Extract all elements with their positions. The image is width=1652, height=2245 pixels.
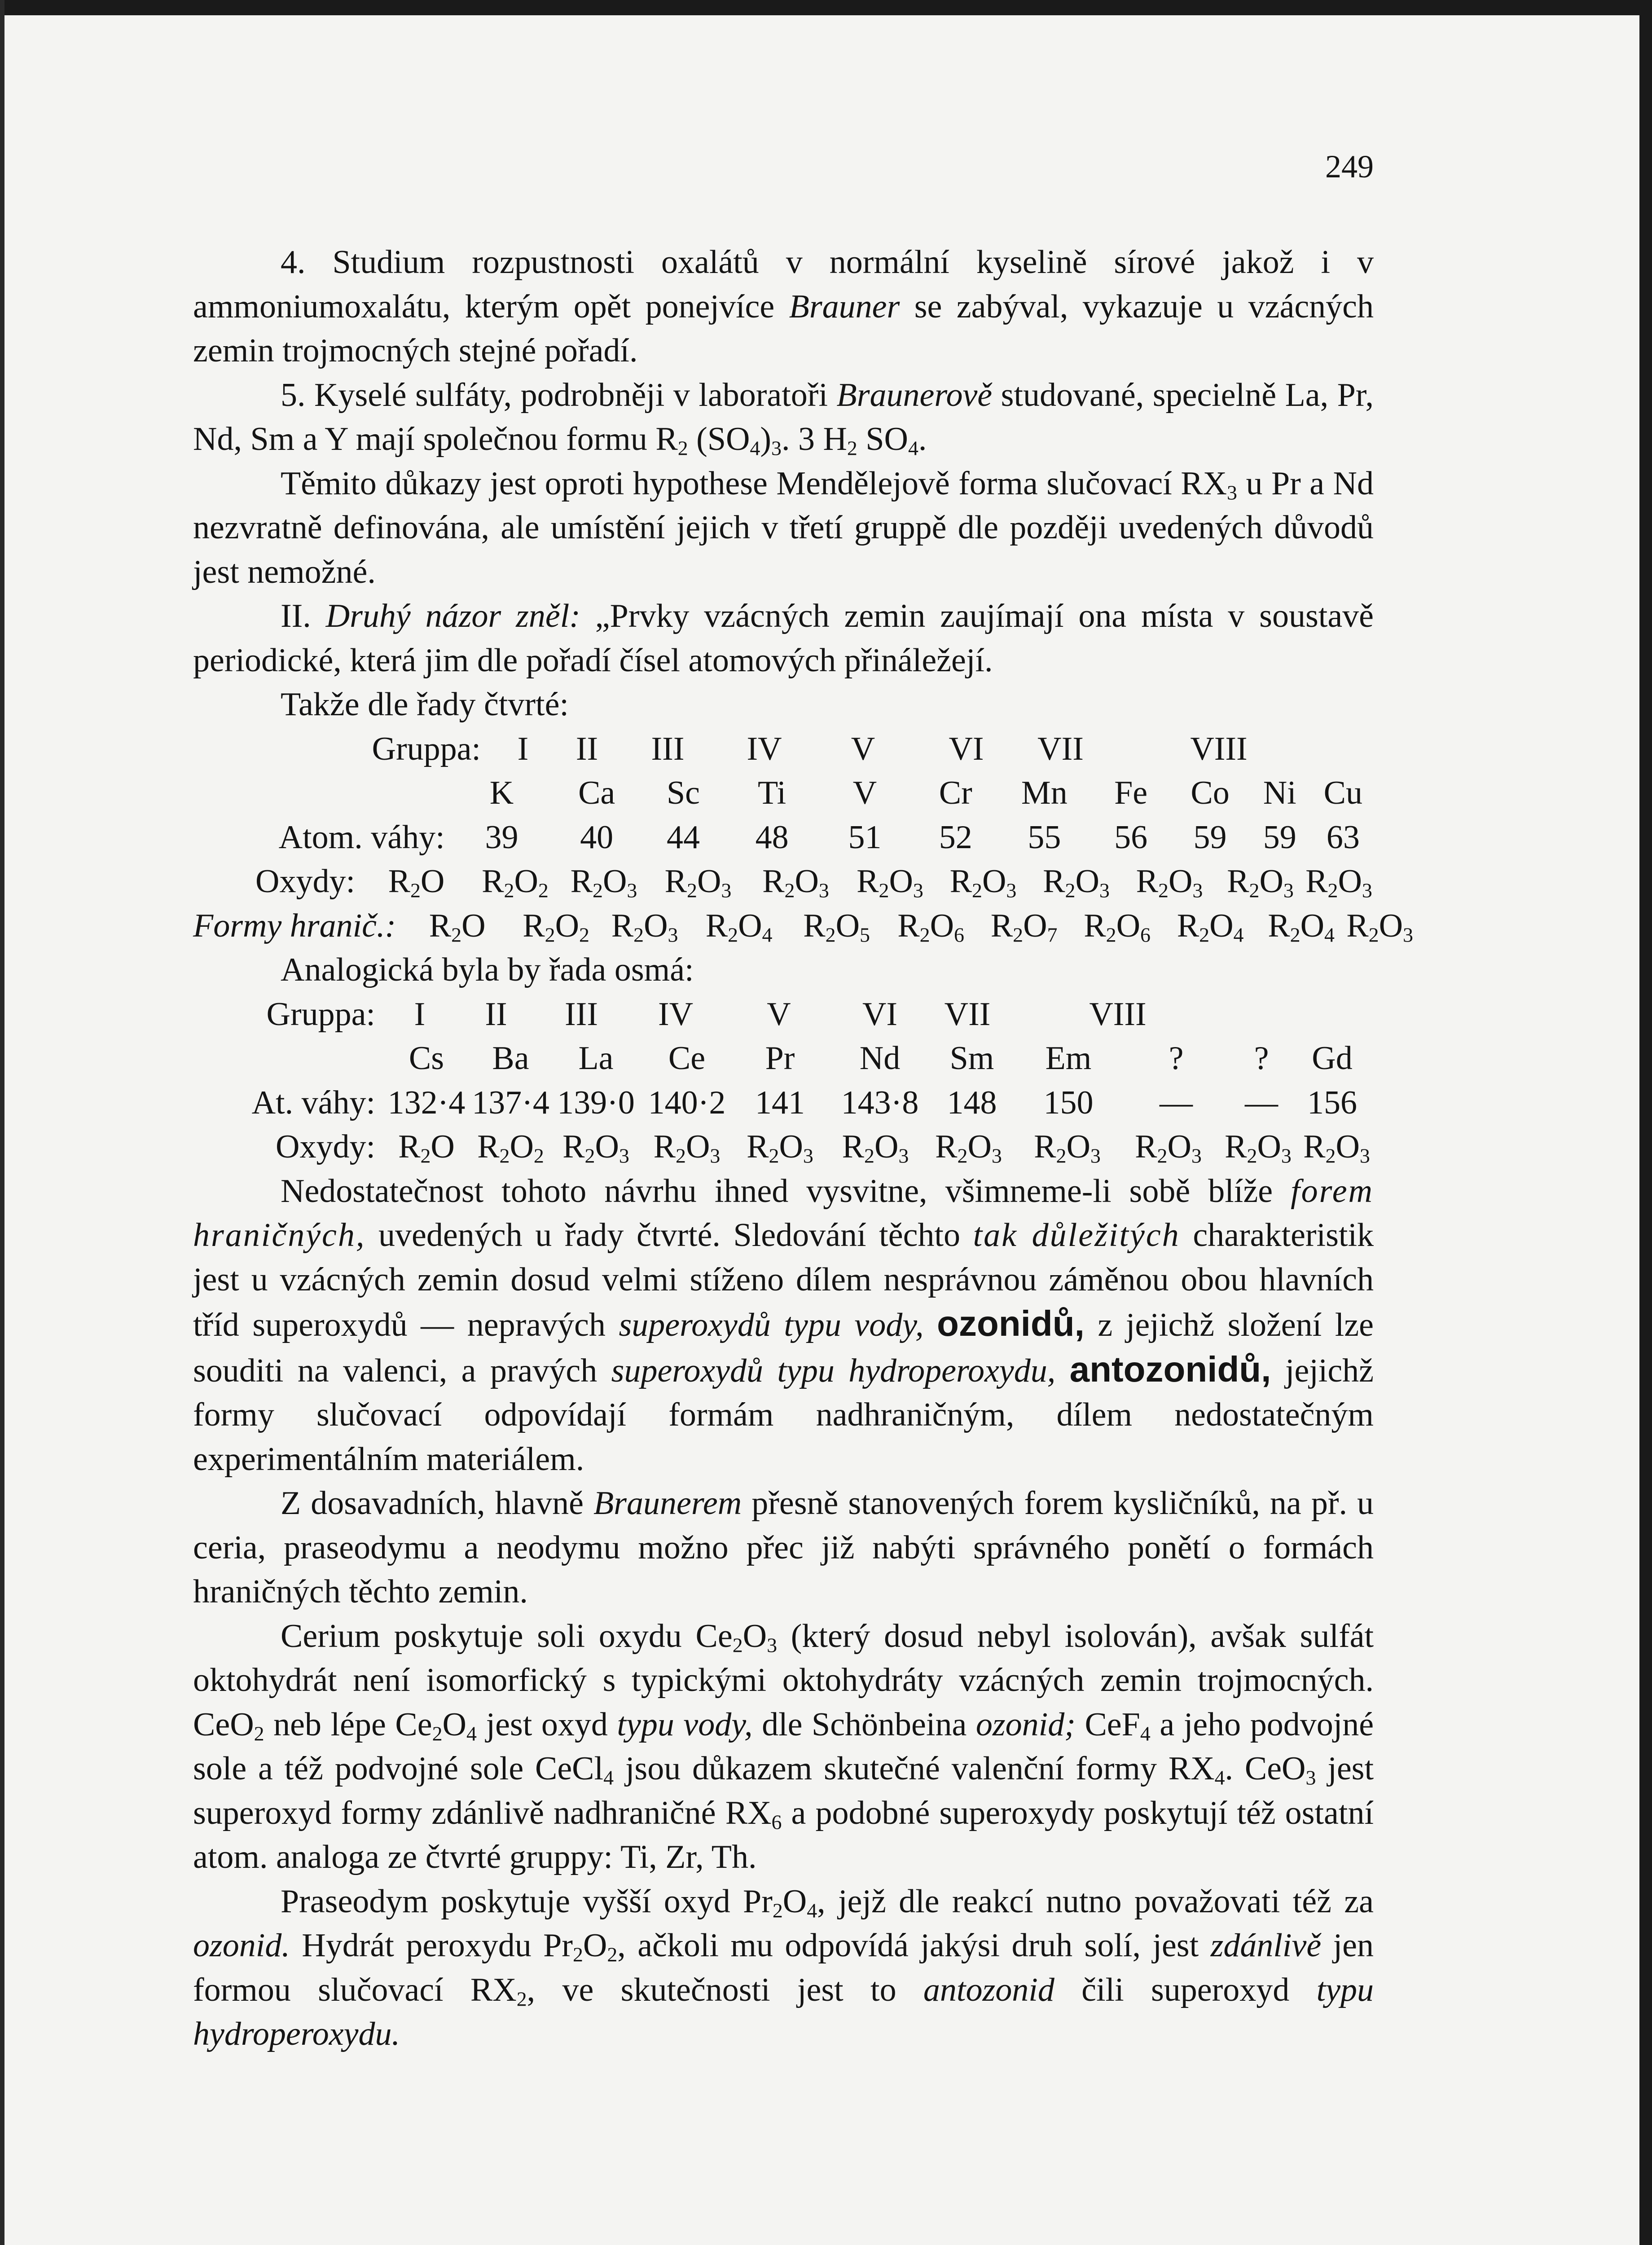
oxide-formula: $R_2O_3$ [611,907,678,946]
oxide-formula: $R_2O_4$ [1268,907,1335,946]
paragraph-12: Cerium poskytuje soli oxydu $Ce_2O_3$ (který dosud nebyl isolován), avšak sulfát oktohydrát není isomorfický s typickými oktohydráty vzácných zemin trojmocných. CeO$_2$ neb lépe $Ce_2O_4$ jest oxyd typu vody, dle Schönbeina ozonid; CeF$_4$ a jeho podvojné sole a též podvojné sole CeCl$_4$ jsou důkazem skutečné valenční formy $RX_4$. CeO$_3$ jest superoxyd formy zdánlivě nadhraničné $RX_6$ a podobné superoxydy poskytují též ostatní atom. analoga ze čtvrté gruppy: Ti, Zr, Th. [193,1617,1374,1875]
table8-elements-row: Cs Ba La Ce Pr Nd Sm Em ? ? Gd [409,1040,1353,1077]
oxide-formula: $R_2O_3$ [1225,1128,1292,1167]
oxide-formula: $R_2O_3$ [1034,1128,1101,1167]
table4-oxydy-list [361,859,1374,904]
paragraph-8: Takže dle řady čtvrté: [281,686,569,723]
oxide-formula: $R_2O_3$ [949,863,1017,902]
paragraph-9: Analogická byla by řada osmá: [281,951,694,988]
table4-formy-row: Formy hranič.: $R_2O$ $R_2O_2$ $R_2O_3$ $R_2O_4$ $R_2O_5$ $R_2O_6$ $R_2O_7$ $R_2O_6$ $R_2O_4$ $R_2O_4$ $R_2O_3$ [193,904,1374,948]
oxide-formula: $R_2O_3$ [1303,1128,1370,1167]
term-ozonidu: ozonidů, [937,1303,1085,1343]
oxide-formula: $R_2O_2$ [477,1128,544,1167]
oxide-formula: $R_2O_6$ [897,907,964,946]
page-body [193,240,1413,2056]
oxide-formula: $R_2O_3$ [653,1128,721,1167]
oxide-formula: $R_2O_3$ [562,1128,629,1167]
scan-right-border [1639,0,1652,2245]
name-brauner: Brauner [789,288,900,325]
oxide-formula: $R_2O_3$ [857,863,923,902]
oxide-formula: $R_2O_3$ [1136,863,1203,902]
table8-gruppa-row: Gruppa: I II III IV V VI VII VIII [266,995,1147,1033]
oxide-formula: $R_2O$ [429,907,486,946]
oxide-formula: $R_2O_3$ [1305,863,1372,902]
oxide-formula: $R_2O_5$ [803,907,870,946]
table4-gruppa-row: Gruppa: I II III IV V VI VII VIII [372,730,1248,767]
oxide-formula: $R_2O_3$ [762,863,829,902]
paragraph-10: Nedostatečnost tohoto návrhu ihned vysvitne, všimneme-li sobě blíže forem hraničných, uvedených u řady čtvrté. Sledování těchto tak důležitých charakteristik jest u vzácných zemin dosud velmi stíženo dílem nesprávnou záměnou obou hlavních tříd superoxydů — nepravých superoxydů typu vody, ozonidů, z jejichž složení lze souditi na valenci, a pravých superoxydů typu hydroperoxydu, antozonidů, jejichž formy slučovací odpovídají formám nadhraničným, dílem nedostatečným experimentálním materiálem. [193,1172,1374,1478]
page-number: 249 [1325,149,1374,185]
table8-oxydy-row: Oxydy: $R_2O$ $R_2O_2$ $R_2O_3$ $R_2O_3$ $R_2O_3$ $R_2O_3$ $R_2O_3$ $R_2O_3$ $R_2O_3$ $R_2O_3$ $R_2O_3$ [193,1125,1374,1169]
oxide-formula: $R_2O_3$ [935,1128,1002,1167]
table8-oxydy-list [382,1125,1374,1169]
oxide-formula: $R_2O_4$ [1177,907,1244,946]
paragraph-5: 5. Kyselé sulfáty, podrobněji v laboratoři Braunerově studované, specielně La, Pr, Nd, Sm a Y mají společnou formu $R_2$ $(SO_4)_3$. 3 $H_2$ $SO_4$. [193,376,1374,460]
oxide-formula: $R_2O_3$ [1346,907,1413,946]
oxide-formula: $R_2O_3$ [664,863,732,902]
term-antozonidu: antozonidů, [1069,1349,1271,1389]
paragraph-13: Praseodym poskytuje vyšší oxyd $Pr_2O_4$, jejž dle reakcí nutno považovati též za ozonid. Hydrát peroxydu $Pr_2O_2$, ačkoli mu odpovídá jakýsi druh solí, jest zdánlivě jen formou slučovací $RX_2$, ve skutečnosti jest to antozonid čili superoxyd typu hydroperoxydu. [193,1883,1374,2052]
paragraph-4: 4. Studium rozpustnosti oxalátů v normální kyselině sírové jakož i v ammoniumoxalátu, kterým opět ponejvíce Brauner se zabýval, vykazuje u vzácných zemin trojmocných stejné pořadí. [193,244,1374,369]
oxide-formula: $R_2O_7$ [990,907,1058,946]
table8-weights-row: At. váhy: 132·4 137·4 139·0 140·2 141 143·8 148 150 — — 156 [251,1084,1357,1121]
paragraph-6: Těmito důkazy jest oproti hypothese Mendělejově forma slučovací $RX_3$ u Pr a Nd nezvratně definována, ale umístění jejich v třetí gruppě dle později uvedených důvodů jest nemožné. [193,465,1374,590]
oxide-formula: $R_2O_2$ [523,907,589,946]
table4-elements-row: K Ca Sc Ti V Cr Mn Fe Co Ni Cu [489,775,1363,811]
oxide-formula: $R_2O_3$ [842,1128,909,1167]
oxide-formula: $R_2O$ [398,1128,455,1167]
oxide-formula: $R_2O$ [388,863,445,902]
paragraph-11: Z dosavadních, hlavně Braunerem přesně stanovených forem kysličníků, na př. u ceria, praseodymu a neodymu možno přec již nabýti správného ponětí o formách hraničných těchto zemin. [193,1485,1374,1610]
table4-formy-list [402,904,1415,948]
oxide-formula: $R_2O_3$ [1227,863,1294,902]
oxide-formula: $R_2O_2$ [482,863,549,902]
oxide-formula: $R_2O_6$ [1084,907,1151,946]
paragraph-7: II. Druhý názor zněl: „Prvky vzácných zemin zaujímají ona místa v soustavě periodické, která jim dle pořadí čísel atomových přináležejí. [193,598,1374,679]
oxide-formula: $R_2O_4$ [705,907,773,946]
scan-left-border [0,0,4,2245]
oxide-formula: $R_2O_3$ [1043,863,1110,902]
table4-weights-row: Atom. váhy: 39 40 44 48 51 52 55 56 59 59 63 [278,819,1360,856]
oxide-formula: $R_2O_3$ [747,1128,813,1167]
oxide-formula: $R_2O_3$ [570,863,637,902]
table4-oxydy-row: Oxydy: $R_2O$ $R_2O_2$ $R_2O_3$ $R_2O_3$ $R_2O_3$ $R_2O_3$ $R_2O_3$ $R_2O_3$ $R_2O_3$ $R_2O_3$ $R_2O_3$ [193,859,1374,904]
oxide-formula: $R_2O_3$ [1135,1128,1202,1167]
name-braunerove: Braunerově [836,376,993,414]
scan-top-border [0,0,1652,15]
